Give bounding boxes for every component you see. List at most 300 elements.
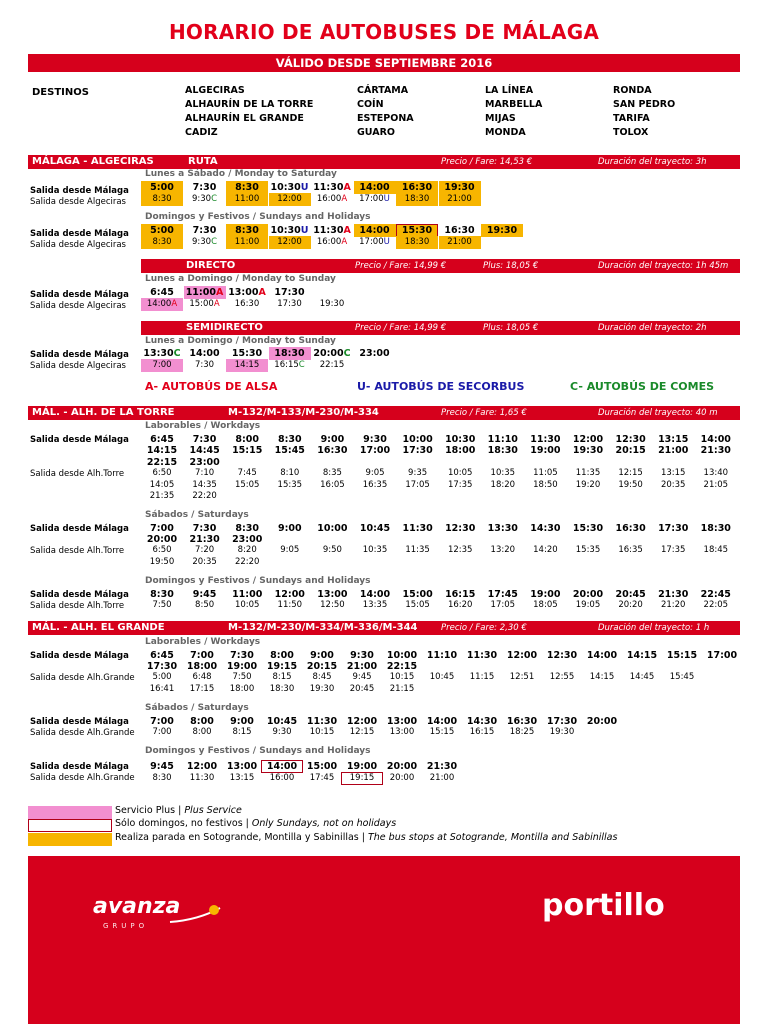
section-plus-price: Plus: 18,05 € [483, 323, 539, 333]
schedule-subtitle: Laborables / Workdays [145, 421, 261, 431]
time-cell: 14:05 [149, 480, 175, 490]
time-cell: 6:50 [152, 545, 172, 555]
time-cell: 16:35 [618, 545, 643, 555]
time-cell: 19:30 [549, 727, 575, 737]
time-cell: 8:30 [141, 236, 183, 249]
time-cell: 23:00 [189, 457, 220, 468]
time-cell: 13:20 [490, 545, 516, 555]
time-cell: 14:45 [189, 445, 220, 456]
time-cell: 14:20 [533, 545, 558, 555]
row-label: Salida desde Alh.Torre [30, 469, 125, 479]
time-cell: 10:15 [389, 672, 415, 682]
schedule-subtitle: Lunes a Domingo / Monday to Sunday [145, 274, 336, 284]
time-cell: 15:30 [231, 348, 263, 359]
time-cell: 17:45 [309, 773, 335, 783]
time-cell: 12:35 [447, 545, 473, 555]
time-cell: 8:30 [235, 523, 259, 534]
time-cell: 19:30 [481, 224, 523, 237]
schedule-subtitle: Laborables / Workdays [145, 637, 261, 647]
time-cell: 10:45 [266, 716, 298, 727]
time-cell: 7:00 [190, 650, 214, 661]
time-cell: 8:00 [270, 650, 294, 661]
time-cell: 18:05 [533, 600, 558, 610]
destination-item: ALHAURÍN EL GRANDE [185, 113, 304, 124]
destination-item: SAN PEDRO [613, 99, 676, 110]
time-cell: 23:00 [359, 348, 390, 359]
time-cell: 21:30 [700, 445, 731, 456]
time-cell: 22:15 [146, 457, 178, 468]
time-cell: 5:00 [141, 181, 183, 194]
time-cell: 21:00 [346, 661, 378, 672]
time-cell: 9:45 [192, 589, 217, 600]
time-cell: 9:30C [191, 194, 218, 204]
time-cell: 6:48 [192, 672, 212, 682]
destination-item: TOLOX [613, 127, 649, 138]
time-cell: 7:30 [192, 182, 217, 193]
time-cell: 14:00A [141, 298, 183, 311]
row-label: Salida desde Alh.Torre [30, 601, 125, 611]
time-cell: 19:15 [341, 772, 383, 785]
time-cell: 20:00 [586, 716, 618, 727]
schedule-subtitle: Sábados / Saturdays [145, 510, 249, 520]
time-cell: 10:35 [490, 468, 516, 478]
time-cell: 18:00 [445, 445, 476, 456]
time-cell: 20:00 [386, 761, 418, 772]
legend-swatch-plus [28, 806, 112, 819]
time-cell: 14:00 [586, 650, 618, 661]
legend-text-en: Plus Service [184, 805, 242, 816]
time-cell: 7:00 [150, 716, 174, 727]
time-cell: 11:10 [426, 650, 458, 661]
time-cell: 10:05 [447, 468, 473, 478]
time-cell: 6:45 [150, 434, 174, 445]
time-cell: 18:30 [269, 684, 295, 694]
time-cell: 14:00 [700, 434, 731, 445]
time-cell: 10:00 [317, 523, 348, 534]
time-cell: 17:05 [490, 600, 516, 610]
time-cell: 19:00 [346, 761, 378, 772]
time-cell: 21:15 [389, 684, 415, 694]
time-cell: 7:50 [232, 672, 252, 682]
time-cell: 7:50 [152, 600, 172, 610]
time-cell: 14:00 [426, 716, 458, 727]
time-cell: 7:45 [237, 468, 257, 478]
time-cell: 15:35 [575, 545, 601, 555]
time-cell: 19:50 [618, 480, 643, 490]
time-cell: 16:30 [234, 299, 260, 309]
section-malaga-algeciras-header [28, 155, 740, 169]
row-label: Salida desde Málaga [30, 762, 129, 772]
time-cell: 16:41 [149, 684, 175, 694]
time-cell: 12:15 [618, 468, 643, 478]
time-cell: 8:30 [277, 434, 302, 445]
time-cell: 15:30 [396, 224, 438, 237]
time-cell: 9:30 [363, 434, 387, 445]
legend-text: Realiza parada en Sotogrande, Montilla y Sabinillas | [115, 832, 368, 843]
time-cell: 20:35 [660, 480, 686, 490]
time-cell: 19:30 [572, 445, 604, 456]
time-cell: 23:00 [232, 534, 263, 545]
section-route: M-132/M-133/M-230/M-334 [228, 407, 379, 418]
time-cell: 19:20 [575, 480, 601, 490]
time-cell: 18:30 [396, 236, 438, 249]
time-cell: 20:00 [572, 589, 604, 600]
time-cell: 22:20 [234, 557, 260, 567]
time-cell: 15:05 [234, 480, 260, 490]
time-cell: 20:35 [192, 557, 217, 567]
time-cell: 19:15 [266, 661, 298, 672]
time-cell: 11:30A [313, 225, 351, 236]
time-cell: 9:30 [272, 727, 292, 737]
time-cell: 7:30 [194, 360, 215, 370]
destination-item: MIJAS [485, 113, 516, 124]
time-cell: 8:35 [322, 468, 342, 478]
time-cell: 16:00A [316, 237, 348, 247]
schedule-subtitle: Domingos y Festivos / Sundays and Holidays [145, 746, 371, 756]
time-cell: 19:00 [226, 661, 258, 672]
time-cell: 8:50 [195, 600, 215, 610]
time-cell: 13:00 [226, 761, 258, 772]
time-cell: 20:15 [615, 445, 646, 456]
time-cell: 22:05 [703, 600, 729, 610]
time-cell: 17:00 [706, 650, 738, 661]
time-cell: 11:00 [232, 589, 263, 600]
section-alh-grande-header [28, 621, 740, 635]
time-cell: 18:30 [396, 193, 438, 206]
section-plus-price: Plus: 18,05 € [483, 261, 539, 271]
time-cell: 11:30 [306, 716, 338, 727]
section-alh-torre-header [28, 406, 740, 420]
time-cell: 11:00 [226, 193, 268, 206]
schedule-subtitle: Lunes a Domingo / Monday to Sunday [145, 336, 336, 346]
time-cell: 18:25 [509, 727, 535, 737]
destination-item: TARIFA [613, 113, 650, 124]
time-cell: 13:15 [229, 773, 255, 783]
time-cell: 14:00 [261, 760, 303, 773]
time-cell: 19:30 [309, 684, 335, 694]
time-cell: 13:00 [389, 727, 415, 737]
destinations-label: DESTINOS [32, 87, 89, 98]
time-cell: 13:15 [660, 468, 686, 478]
destination-item: RONDA [613, 85, 652, 96]
operator-alsa: A- AUTOBÚS DE ALSA [145, 380, 278, 393]
section-price: Precio / Fare: 2,30 € [441, 623, 527, 633]
time-cell: 17:05 [405, 480, 430, 490]
time-cell: 17:30 [658, 523, 689, 534]
time-cell: 21:20 [660, 600, 686, 610]
time-cell: 16:30 [317, 445, 348, 456]
section-price: Precio / Fare: 14,99 € [355, 261, 447, 271]
time-cell: 19:05 [575, 600, 601, 610]
time-cell: 9:30 [350, 650, 374, 661]
time-cell: 8:30 [226, 224, 268, 237]
time-cell: 16:30 [615, 523, 646, 534]
section-duration: Duración del trayecto: 2h [598, 323, 707, 333]
time-cell: 19:50 [149, 557, 175, 567]
legend-text: Servicio Plus | [115, 805, 185, 816]
time-cell: 17:30 [277, 299, 302, 309]
destination-item: ESTEPONA [357, 113, 414, 124]
time-cell: 12:00 [506, 650, 538, 661]
destination-item: GUARO [357, 127, 395, 138]
time-cell: 10:00 [386, 650, 418, 661]
row-label: Salida desde Alh.Grande [30, 673, 135, 683]
time-cell: 9:05 [280, 545, 300, 555]
time-cell: 8:20 [237, 545, 257, 555]
time-cell: 17:15 [189, 684, 215, 694]
legend-swatch-sunday [28, 819, 112, 832]
time-cell: 11:10 [487, 434, 518, 445]
time-cell: 11:00 [226, 236, 268, 249]
time-cell: 11:30 [466, 650, 498, 661]
time-cell: 18:30 [269, 347, 311, 360]
time-cell: 11:35 [405, 545, 430, 555]
time-cell: 12:00 [572, 434, 604, 445]
time-cell: 15:30 [572, 523, 604, 534]
time-cell: 14:15 [226, 359, 268, 372]
time-cell: 18:50 [533, 480, 558, 490]
avanza-logo-sub: GRUPO [103, 922, 149, 930]
section-duration: Duración del trayecto: 1h 45m [598, 261, 729, 271]
time-cell: 9:45 [150, 761, 174, 772]
time-cell: 13:00 [317, 589, 348, 600]
schedule-subtitle: Lunes a Sábado / Monday to Saturday [145, 169, 337, 179]
section-price: Precio / Fare: 14,99 € [355, 323, 447, 333]
time-cell: 16:15 [469, 727, 495, 737]
time-cell: 13:30 [487, 523, 518, 534]
time-cell: 10:00 [402, 434, 433, 445]
section-route: RUTA [188, 156, 218, 167]
row-label: Salida desde Algeciras [30, 197, 126, 207]
time-cell: 14:15 [589, 672, 615, 682]
time-cell: 7:00 [141, 359, 183, 372]
time-cell: 17:00 [359, 445, 391, 456]
time-cell: 12:55 [549, 672, 575, 682]
time-cell: 9:00 [310, 650, 334, 661]
destination-item: MARBELLA [485, 99, 543, 110]
time-cell: 16:35 [362, 480, 388, 490]
time-cell: 14:00 [189, 348, 220, 359]
time-cell: 20:20 [618, 600, 643, 610]
time-cell: 14:30 [530, 523, 561, 534]
time-cell: 14:15 [146, 445, 178, 456]
time-cell: 8:15 [272, 672, 292, 682]
row-label: Salida desde Málaga [30, 717, 129, 727]
time-cell: 7:00 [152, 727, 172, 737]
time-cell: 22:15 [319, 360, 345, 370]
time-cell: 17:30 [546, 716, 578, 727]
time-cell: 21:00 [439, 236, 481, 249]
time-cell: 9:30C [191, 237, 218, 247]
time-cell: 21:30 [189, 534, 220, 545]
time-cell: 11:30A [313, 182, 351, 193]
section-duration: Duración del trayecto: 40 m [598, 408, 718, 418]
time-cell: 18:30 [700, 523, 731, 534]
time-cell: 19:00 [530, 589, 561, 600]
destination-item: COÍN [357, 99, 384, 110]
section-name: DIRECTO [186, 260, 236, 271]
row-label: Salida desde Málaga [30, 186, 129, 196]
row-label: Salida desde Málaga [30, 435, 129, 445]
section-name: MÁL. - ALH. DE LA TORRE [32, 407, 175, 418]
time-cell: 17:00U [359, 237, 390, 247]
time-cell: 8:00 [190, 716, 214, 727]
time-cell: 10:05 [234, 600, 260, 610]
avanza-swoosh-icon [168, 898, 228, 928]
time-cell: 14:00 [354, 224, 396, 237]
time-cell: 7:00 [150, 523, 174, 534]
portillo-logo: portillo [542, 888, 665, 923]
time-cell: 8:45 [312, 672, 332, 682]
page-title: HORARIO DE AUTOBUSES DE MÁLAGA [168, 20, 600, 44]
time-cell: 6:50 [152, 468, 172, 478]
valid-from-banner: VÁLIDO DESDE SEPTIEMBRE 2016 [28, 54, 740, 72]
time-cell: 16:00A [316, 194, 348, 204]
section-name: MÁLAGA - ALGECIRAS [32, 156, 154, 167]
time-cell: 14:00 [354, 181, 396, 194]
destination-item: MONDA [485, 127, 526, 138]
time-cell: 11:00A [184, 286, 226, 299]
time-cell: 9:50 [322, 545, 342, 555]
time-cell: 13:00A [228, 287, 266, 298]
time-cell: 12:00 [346, 716, 378, 727]
time-cell: 7:30 [230, 650, 254, 661]
time-cell: 15:00 [402, 589, 433, 600]
time-cell: 12:30 [445, 523, 476, 534]
time-cell: 12:50 [320, 600, 345, 610]
schedule-subtitle: Domingos y Festivos / Sundays and Holidays [145, 576, 371, 586]
section-duration: Duración del trayecto: 1 h [598, 623, 710, 633]
time-cell: 13:15 [658, 434, 689, 445]
time-cell: 8:30 [141, 193, 183, 206]
time-cell: 10:30 [445, 434, 476, 445]
row-label: Salida desde Alh.Grande [30, 773, 135, 783]
footer-banner [28, 856, 740, 1024]
time-cell: 12:00 [269, 193, 311, 206]
row-label: Salida desde Alh.Torre [30, 546, 125, 556]
time-cell: 16:30 [506, 716, 538, 727]
time-cell: 11:30 [402, 523, 433, 534]
time-cell: 12:30 [615, 434, 646, 445]
time-cell: 20:45 [349, 684, 375, 694]
time-cell: 12:51 [509, 672, 535, 682]
time-cell: 15:05 [405, 600, 430, 610]
time-cell: 10:15 [309, 727, 335, 737]
time-cell: 20:00 [146, 534, 178, 545]
time-cell: 15:15 [666, 650, 698, 661]
legend-text-en: The bus stops at Sotogrande, Montilla and Sabinillas [367, 832, 618, 843]
time-cell: 12:15 [349, 727, 375, 737]
time-cell: 5:00 [141, 224, 183, 237]
time-cell: 21:30 [658, 589, 689, 600]
time-cell: 12:00 [269, 236, 311, 249]
time-cell: 16:30 [444, 225, 475, 236]
time-cell: 22:45 [700, 589, 731, 600]
time-cell: 20:45 [615, 589, 646, 600]
time-cell: 10:30U [270, 225, 309, 236]
legend-plus [115, 805, 242, 816]
row-label: Salida desde Algeciras [30, 361, 126, 371]
time-cell: 9:00 [277, 523, 302, 534]
time-cell: 17:35 [660, 545, 686, 555]
time-cell: 8:00 [192, 727, 212, 737]
row-label: Salida desde Málaga [30, 229, 129, 239]
directo-header [141, 259, 740, 273]
time-cell: 17:35 [447, 480, 473, 490]
time-cell: 13:40 [703, 468, 729, 478]
time-cell: 12:00 [274, 589, 305, 600]
row-label: Salida desde Alh.Grande [30, 728, 135, 738]
time-cell: 13:35 [362, 600, 388, 610]
operator-secorbus: U- AUTOBÚS DE SECORBUS [357, 380, 525, 393]
destination-item: CADIZ [185, 127, 218, 138]
time-cell: 11:35 [575, 468, 601, 478]
time-cell: 14:45 [629, 672, 655, 682]
section-price: Precio / Fare: 14,53 € [441, 157, 533, 167]
time-cell: 16:00 [269, 773, 295, 783]
time-cell: 15:15 [429, 727, 455, 737]
time-cell: 11:50 [277, 600, 303, 610]
time-cell: 18:30 [487, 445, 518, 456]
schedule-subtitle: Sábados / Saturdays [145, 703, 249, 713]
time-cell: 11:30 [530, 434, 561, 445]
time-cell: 16:15 [445, 589, 476, 600]
section-name: MÁL. - ALH. EL GRANDE [32, 622, 165, 633]
time-cell: 13:00 [386, 716, 418, 727]
row-label: Salida desde Málaga [30, 350, 129, 360]
time-cell: 9:35 [408, 468, 428, 478]
destination-item: LA LÍNEA [485, 85, 534, 96]
time-cell: 20:15 [306, 661, 338, 672]
time-cell: 17:00U [359, 194, 390, 204]
time-cell: 17:30 [274, 287, 305, 298]
time-cell: 12:00 [186, 761, 218, 772]
time-cell: 20:00C [313, 348, 351, 359]
time-cell: 9:45 [352, 672, 372, 682]
time-cell: 18:20 [490, 480, 516, 490]
time-cell: 21:00 [429, 773, 455, 783]
time-cell: 16:05 [320, 480, 345, 490]
time-cell: 10:30U [270, 182, 309, 193]
time-cell: 18:00 [229, 684, 255, 694]
time-cell: 8:30 [150, 589, 174, 600]
destination-item: ALHAURÍN DE LA TORRE [185, 99, 314, 110]
time-cell: 8:15 [232, 727, 252, 737]
operator-comes: C- AUTOBÚS DE COMES [570, 380, 715, 393]
time-cell: 9:05 [365, 468, 385, 478]
time-cell: 6:45 [150, 650, 174, 661]
time-cell: 11:15 [469, 672, 495, 682]
time-cell: 21:30 [426, 761, 458, 772]
legend-sunday [115, 818, 396, 829]
time-cell: 19:30 [439, 181, 481, 194]
time-cell: 18:00 [186, 661, 218, 672]
time-cell: 12:30 [546, 650, 578, 661]
time-cell: 7:30 [192, 434, 217, 445]
time-cell: 7:20 [195, 545, 215, 555]
time-cell: 10:45 [359, 523, 391, 534]
legend-text: Sólo domingos, no festivos | [115, 818, 252, 829]
time-cell: 14:30 [466, 716, 498, 727]
time-cell: 18:45 [703, 545, 729, 555]
time-cell: 6:45 [150, 287, 174, 298]
schedule-subtitle: Domingos y Festivos / Sundays and Holidays [145, 212, 371, 222]
time-cell: 21:00 [658, 445, 689, 456]
time-cell: 17:30 [402, 445, 433, 456]
time-cell: 20:00 [389, 773, 415, 783]
time-cell: 15:00 [306, 761, 338, 772]
time-cell: 8:30 [152, 773, 172, 783]
